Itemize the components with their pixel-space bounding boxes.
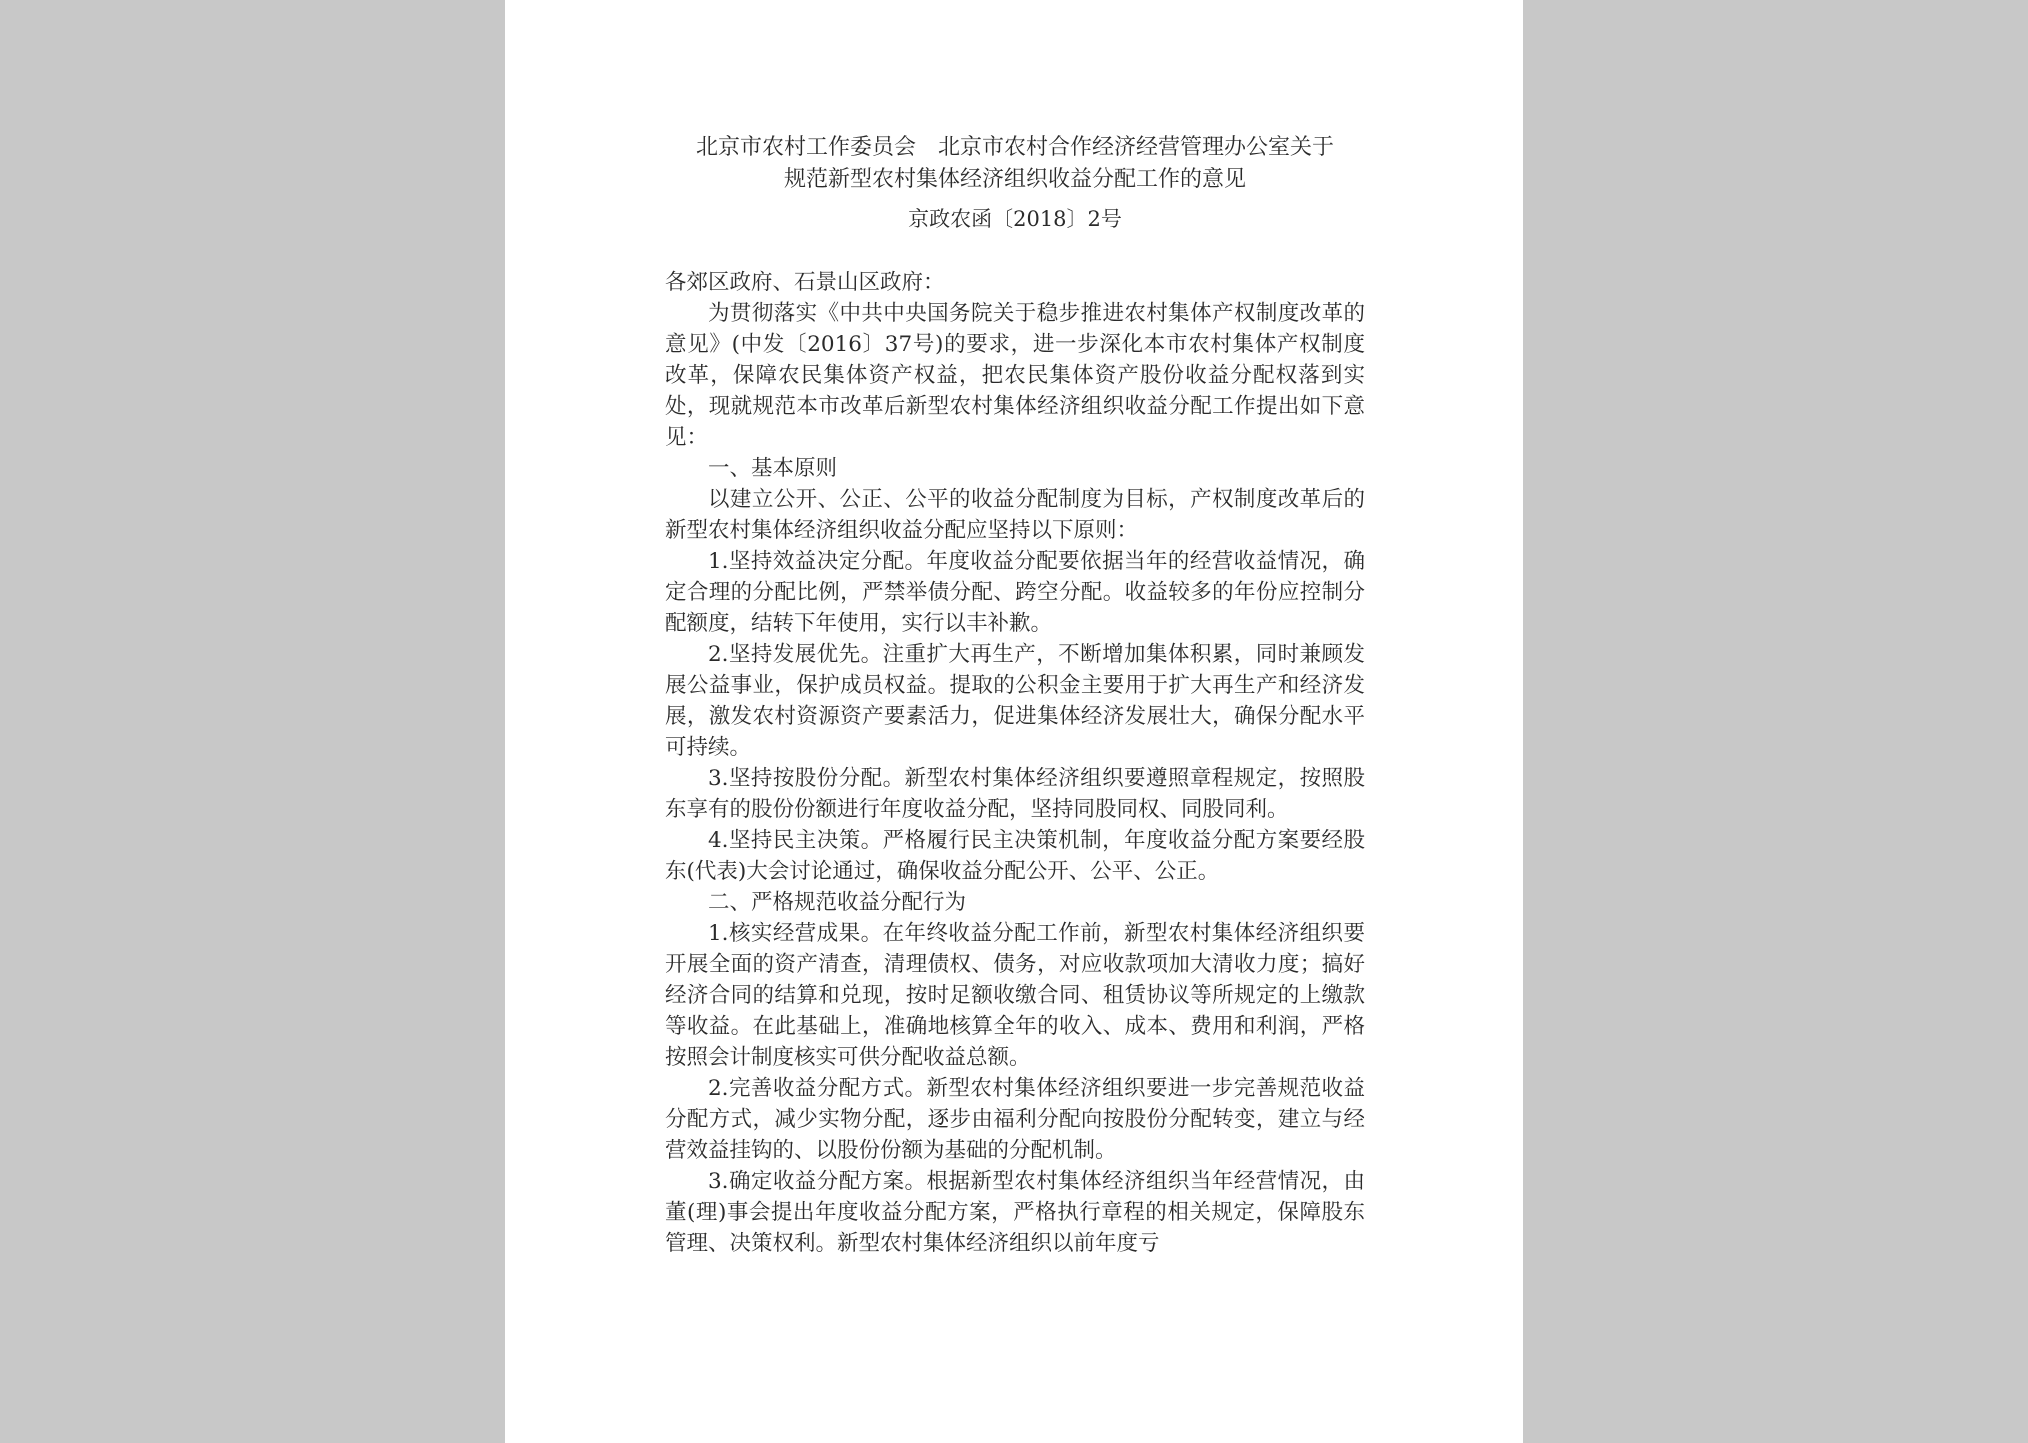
section1-item-1: 1.坚持效益决定分配。年度收益分配要依据当年的经营收益情况，确定合理的分配比例，严禁举债分配、跨空分配。收益较多的年份应控制分配额度，结转下年使用，实行以丰补歉。	[665, 549, 1365, 636]
document-title-line1: 北京市农村工作委员会 北京市农村合作经济经营管理办公室关于	[695, 135, 1334, 160]
document-page	[505, 0, 1523, 1443]
section2-item-2: 2.完善收益分配方式。新型农村集体经济组织要进一步完善规范收益分配方式，减少实物分配，逐步由福利分配向按股份分配转变，建立与经营效益挂钩的、以股份份额为基础的分配机制。	[665, 1076, 1365, 1163]
section2-item-1: 1.核实经营成果。在年终收益分配工作前，新型农村集体经济组织要开展全面的资产清查，清理债权、债务，对应收款项加大清收力度；搞好经济合同的结算和兑现，按时足额收缴合同、租赁协议等所规定的上缴款等收益。在此基础上，准确地核算全年的收入、成本、费用和利润，严格按照会计制度核实可供分配收益总额。	[665, 921, 1365, 1070]
section1-item-3: 3.坚持按股份分配。新型农村集体经济组织要遵照章程规定，按照股东享有的股份份额进行年度收益分配，坚持同股同权、同股同利。	[665, 766, 1365, 822]
document-number: 京政农函〔2018〕2号	[908, 207, 1122, 231]
intro-paragraph: 为贯彻落实《中共中央国务院关于稳步推进农村集体产权制度改革的意见》(中发〔2016〕37号)的要求，进一步深化本市农村集体产权制度改革，保障农民集体资产权益，把农民集体资产股份收益分配权落到实处，现就规范本市改革后新型农村集体经济组织收益分配工作提出如下意见：	[665, 301, 1365, 450]
section1-heading: 一、基本原则	[708, 456, 838, 481]
section2-item-3: 3.确定收益分配方案。根据新型农村集体经济组织当年经营情况，由董(理)事会提出年度收益分配方案，严格执行章程的相关规定，保障股东管理、决策权利。新型农村集体经济组织以前年度亏	[665, 1169, 1365, 1256]
document-title-line2: 规范新型农村集体经济组织收益分配工作的意见	[783, 167, 1246, 192]
section1-item-4: 4.坚持民主决策。严格履行民主决策机制，年度收益分配方案要经股东(代表)大会讨论通过，确保收益分配公开、公平、公正。	[665, 828, 1365, 884]
document-body	[665, 132, 1365, 1259]
section1-intro: 以建立公开、公正、公平的收益分配制度为目标，产权制度改革后的新型农村集体经济组织收益分配应坚持以下原则：	[665, 487, 1365, 543]
section2-heading: 二、严格规范收益分配行为	[708, 890, 967, 915]
addressee: 各郊区政府、石景山区政府：	[665, 270, 945, 295]
section1-item-2: 2.坚持发展优先。注重扩大再生产，不断增加集体积累，同时兼顾发展公益事业，保护成员权益。提取的公积金主要用于扩大再生产和经济发展，激发农村资源资产要素活力，促进集体经济发展壮大，确保分配水平可持续。	[665, 642, 1365, 760]
